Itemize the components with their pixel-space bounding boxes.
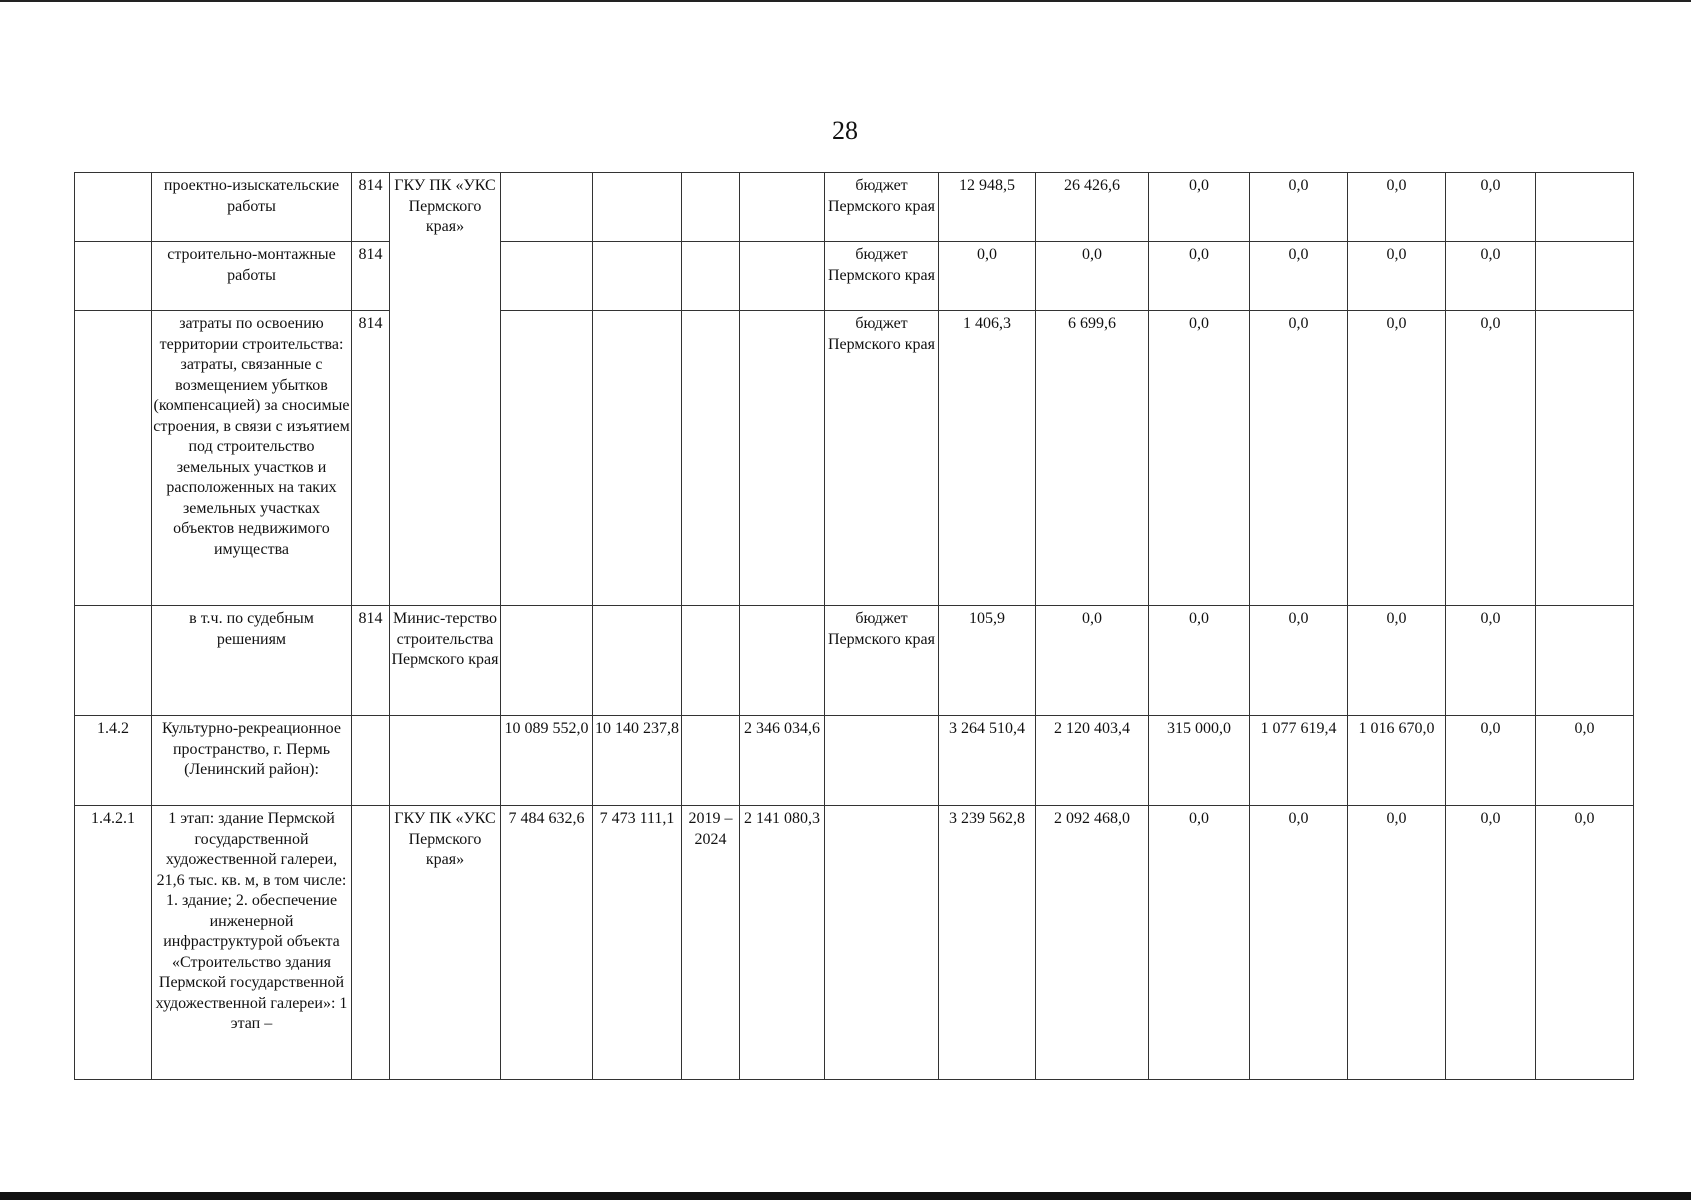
cell-name: 1 этап: здание Пермской государственной художественной галереи, 21,6 тыс. кв. м, в том числе: 1. здание; 2. обеспечение инженерной инфраструктурой объекта «Строительство здания Пермской государственной художественной галереи»: 1 этап –: [152, 806, 352, 1080]
cell-number: [75, 173, 152, 242]
cell-value-6: 0,0: [1446, 716, 1536, 806]
cell-period: [682, 606, 740, 716]
cell-name: строительно-монтажные работы: [152, 242, 352, 311]
cell-value-4: 0,0: [1250, 173, 1348, 242]
cell-period: [682, 716, 740, 806]
cell-name: проектно-изыскательские работы: [152, 173, 352, 242]
cell-name: затраты по освоению территории строительства: затраты, связанные с возмещением убытков (компенсацией) за сносимые строения, в связи с изъятием под строительство земельных участков и расположенных на таких земельных участках объектов недвижимого имущества: [152, 311, 352, 606]
cell-value-6: 0,0: [1446, 173, 1536, 242]
cell-value-3: 0,0: [1149, 311, 1250, 606]
cell-number: 1.4.2.1: [75, 806, 152, 1080]
cell-code: 814: [352, 242, 390, 311]
cell-period: [682, 173, 740, 242]
cell-number: 1.4.2: [75, 716, 152, 806]
cell-value-7: [1536, 606, 1634, 716]
cell-total-2: [593, 242, 682, 311]
cell-code: [352, 716, 390, 806]
cell-prior: 2 141 080,3: [740, 806, 825, 1080]
cell-organization: Минис-терство строительства Пермского края: [390, 606, 501, 716]
cell-value-3: 0,0: [1149, 806, 1250, 1080]
cell-prior: [740, 311, 825, 606]
cell-total-1: [501, 173, 593, 242]
cell-value-4: 0,0: [1250, 606, 1348, 716]
table-row: [75, 806, 1634, 1080]
cell-number: [75, 242, 152, 311]
cell-value-5: 0,0: [1348, 311, 1446, 606]
cell-value-4: 1 077 619,4: [1250, 716, 1348, 806]
cell-value-2: 6 699,6: [1036, 311, 1149, 606]
cell-total-2: 7 473 111,1: [593, 806, 682, 1080]
cell-total-1: [501, 311, 593, 606]
cell-value-1: 1 406,3: [939, 311, 1036, 606]
cell-total-1: [501, 242, 593, 311]
cell-total-2: 10 140 237,8: [593, 716, 682, 806]
cell-value-6: 0,0: [1446, 242, 1536, 311]
cell-value-6: 0,0: [1446, 311, 1536, 606]
cell-value-2: 2 092 468,0: [1036, 806, 1149, 1080]
cell-total-1: [501, 606, 593, 716]
cell-value-1: 3 239 562,8: [939, 806, 1036, 1080]
cell-value-1: 12 948,5: [939, 173, 1036, 242]
cell-code: 814: [352, 173, 390, 242]
cell-value-2: 2 120 403,4: [1036, 716, 1149, 806]
cell-total-2: [593, 311, 682, 606]
cell-total-2: [593, 173, 682, 242]
cell-total-2: [593, 606, 682, 716]
cell-organization: ГКУ ПК «УКС Пермского края»: [390, 806, 501, 1080]
cell-value-1: 105,9: [939, 606, 1036, 716]
scan-top-edge: [0, 0, 1691, 2]
cell-value-3: 315 000,0: [1149, 716, 1250, 806]
cell-prior: [740, 242, 825, 311]
cell-period: [682, 242, 740, 311]
cell-organization: ГКУ ПК «УКС Пермского края»: [390, 173, 501, 606]
cell-value-5: 0,0: [1348, 173, 1446, 242]
cell-prior: [740, 606, 825, 716]
cell-value-7: [1536, 242, 1634, 311]
cell-name: Культурно-рекреационное пространство, г. Пермь (Ленинский район):: [152, 716, 352, 806]
cell-prior: [740, 173, 825, 242]
cell-organization: [390, 716, 501, 806]
program-table: [74, 172, 1634, 1080]
cell-value-7: [1536, 173, 1634, 242]
cell-total-1: 10 089 552,0: [501, 716, 593, 806]
table-row: [75, 173, 1634, 242]
cell-code: 814: [352, 606, 390, 716]
cell-value-3: 0,0: [1149, 242, 1250, 311]
cell-source: бюджет Пермского края: [825, 606, 939, 716]
cell-value-5: 0,0: [1348, 606, 1446, 716]
scan-bottom-edge: [0, 1192, 1691, 1200]
cell-value-1: 3 264 510,4: [939, 716, 1036, 806]
cell-code: [352, 806, 390, 1080]
cell-value-4: 0,0: [1250, 311, 1348, 606]
cell-name: в т.ч. по судебным решениям: [152, 606, 352, 716]
cell-value-5: 0,0: [1348, 242, 1446, 311]
cell-code: 814: [352, 311, 390, 606]
cell-value-2: 0,0: [1036, 242, 1149, 311]
cell-source: [825, 716, 939, 806]
table-row: [75, 242, 1634, 311]
cell-total-1: 7 484 632,6: [501, 806, 593, 1080]
cell-value-5: 0,0: [1348, 806, 1446, 1080]
cell-value-7: 0,0: [1536, 716, 1634, 806]
cell-source: бюджет Пермского края: [825, 311, 939, 606]
cell-value-3: 0,0: [1149, 173, 1250, 242]
cell-value-7: 0,0: [1536, 806, 1634, 1080]
cell-source: бюджет Пермского края: [825, 173, 939, 242]
cell-value-4: 0,0: [1250, 242, 1348, 311]
cell-prior: 2 346 034,6: [740, 716, 825, 806]
cell-value-1: 0,0: [939, 242, 1036, 311]
cell-value-6: 0,0: [1446, 806, 1536, 1080]
cell-source: [825, 806, 939, 1080]
cell-value-5: 1 016 670,0: [1348, 716, 1446, 806]
cell-source: бюджет Пермского края: [825, 242, 939, 311]
cell-value-6: 0,0: [1446, 606, 1536, 716]
table-row: [75, 311, 1634, 606]
cell-value-7: [1536, 311, 1634, 606]
table-row: [75, 606, 1634, 716]
cell-period: [682, 311, 740, 606]
cell-period: 2019 – 2024: [682, 806, 740, 1080]
cell-value-3: 0,0: [1149, 606, 1250, 716]
cell-value-2: 0,0: [1036, 606, 1149, 716]
cell-value-2: 26 426,6: [1036, 173, 1149, 242]
cell-number: [75, 606, 152, 716]
cell-number: [75, 311, 152, 606]
table-row: [75, 716, 1634, 806]
page-number: 28: [832, 116, 858, 145]
cell-value-4: 0,0: [1250, 806, 1348, 1080]
